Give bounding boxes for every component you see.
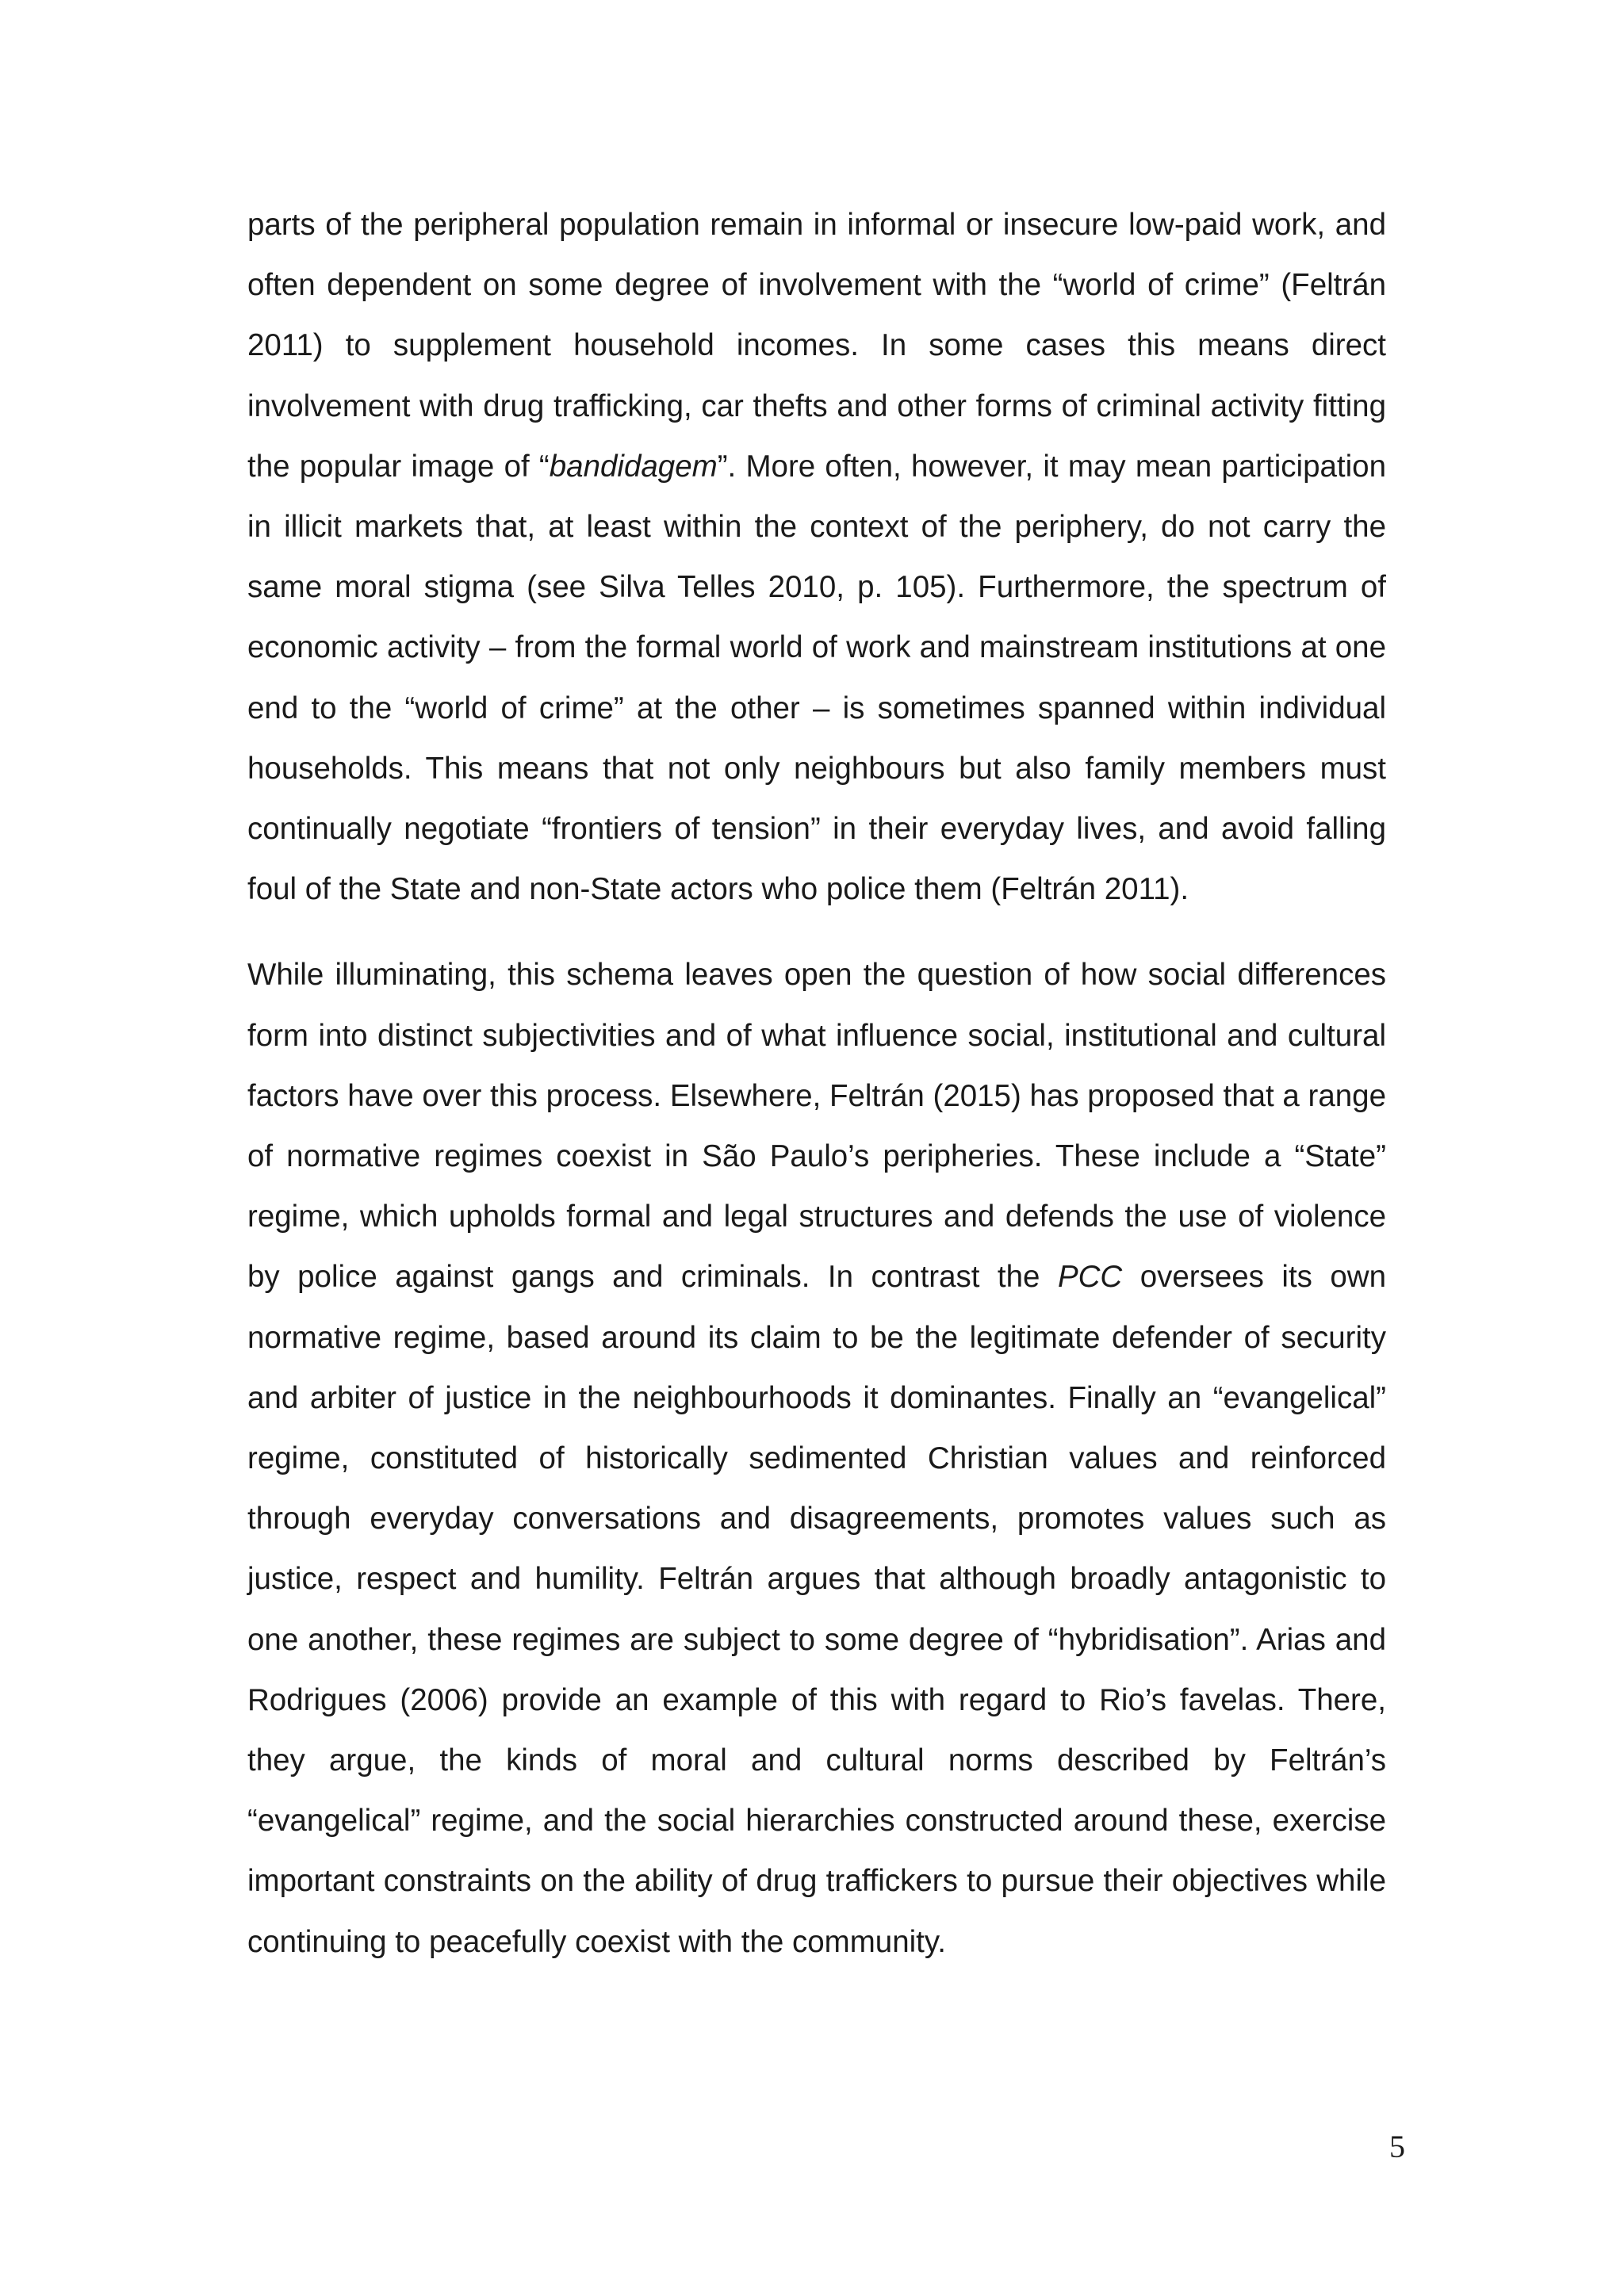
paragraph-2-italic-term: PCC — [1057, 1260, 1123, 1295]
body-text — [247, 195, 1386, 1973]
paragraph-2 — [247, 945, 1386, 1972]
paragraph-2-text: While illuminating, this schema leaves open the question of how social differences form into distinct subjectivities and of what influence social, institutional and cultural factors have over this process. Elsewhere, Feltrán (2015) has proposed that a range of normative regimes coexist in São Paulo’s peripheries. These include a “State” regime, which upholds formal and legal structures and defends the use of violence by police against gangs and criminals. In contrast the — [247, 958, 1386, 1295]
paragraph-1-text-continued: ”. More often, however, it may mean participation in illicit markets that, at least within the context of the periphery, do not carry the same moral stigma (see Silva Telles 2010, p. 105). Furthermore, the spectrum of economic activity – from the formal world of work and mainstream institutions at one end to the “world of crime” at the other – is sometimes spanned within individual households. This means that not only neighbours but also family members must continually negotiate “frontiers of tension” in their everyday lives, and avoid falling foul of the State and non-State actors who police them (Feltrán 2011). — [247, 449, 1386, 907]
page-number: 5 — [1389, 2129, 1405, 2164]
paragraph-2-text-continued: oversees its own normative regime, based around its claim to be the legitimate defender of security and arbiter of justice in the neighbourhoods it dominantes. Finally an “evangelical” regime, constituted of historically sedimented Christian values and reinforced through everyday conversations and disagreements, promotes values such as justice, respect and humility. Feltrán argues that although broadly antagonistic to one another, these regimes are subject to some degree of “hybridisation”. Arias and Rodrigues (2006) provide an example of this with regard to Rio’s favelas. There, they argue, the kinds of moral and cultural norms described by Feltrán’s “evangelical” regime, and the social hierarchies constructed around these, exercise important constraints on the ability of drug traffickers to pursue their objectives while continuing to peacefully coexist with the community. — [247, 1260, 1386, 1959]
paragraph-1-italic-term: bandidagem — [549, 449, 718, 484]
paragraph-1-text: parts of the peripheral population remain in informal or insecure low-paid work, and often dependent on some degree of involvement with the “world of crime” (Feltrán 2011) to supplement household incomes. In some cases this means direct involvement with drug trafficking, car thefts and other forms of criminal activity fitting the popular image of “ — [247, 208, 1386, 484]
paragraph-1 — [247, 195, 1386, 920]
